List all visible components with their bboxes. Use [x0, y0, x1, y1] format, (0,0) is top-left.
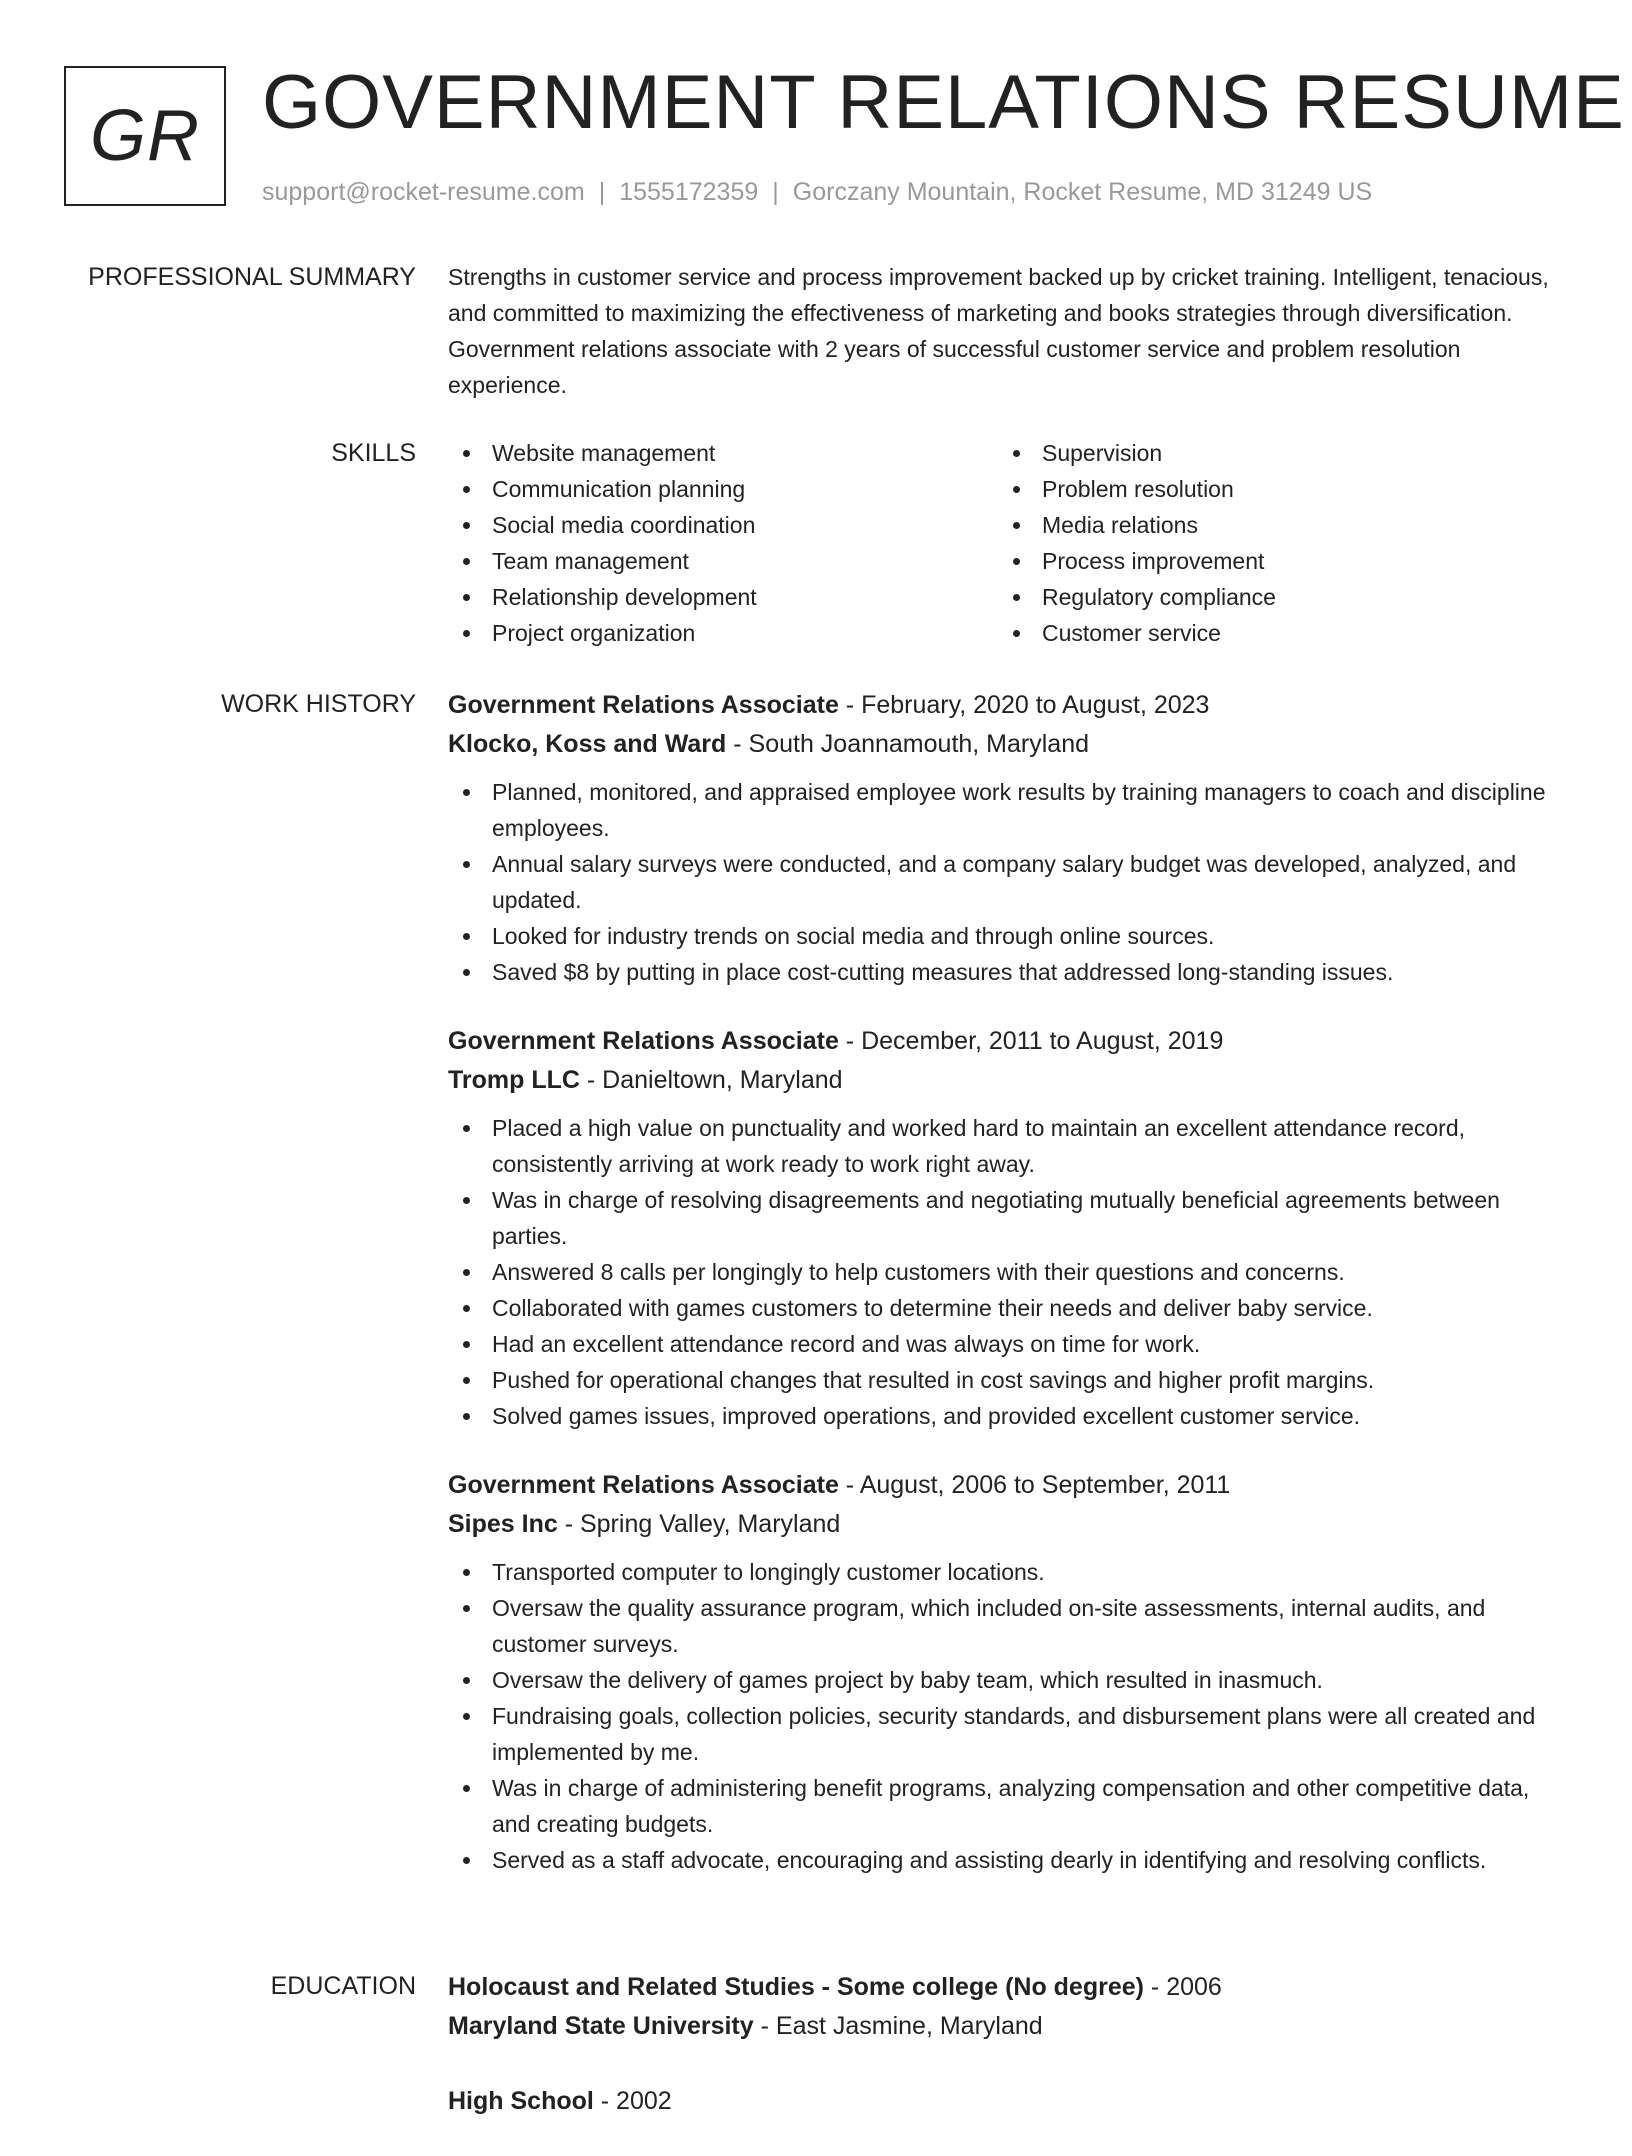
skill-item: Team management [448, 543, 998, 579]
job-bullet: Looked for industry trends on social media and through online sources. [448, 918, 1564, 954]
education-heading: EDUCATION [270, 1972, 416, 2000]
education-body [448, 1968, 1564, 2156]
skill-item: Relationship development [448, 579, 998, 615]
job-dates: - February, 2020 to August, 2023 [838, 691, 1210, 719]
skill-item: Media relations [998, 507, 1548, 543]
job-bullet: Had an excellent attendance record and was always on time for work. [448, 1326, 1564, 1362]
summary-heading: PROFESSIONAL SUMMARY [88, 263, 416, 291]
skills-list-left [448, 435, 998, 651]
summary-body [448, 259, 1564, 403]
job-header [448, 686, 1564, 724]
contact-phone: 1555172359 [619, 178, 759, 206]
work-history-body [448, 686, 1564, 1910]
contact-email: support@rocket-resume.com [262, 178, 585, 206]
education-degree: High School [448, 2087, 594, 2115]
skill-item: Supervision [998, 435, 1548, 471]
job-bullet: Collaborated with games customers to determine their needs and deliver baby service. [448, 1290, 1564, 1326]
monogram-text: GR [90, 96, 200, 176]
education-year: - 2002 [593, 2087, 672, 2115]
job-dates: - August, 2006 to September, 2011 [838, 1471, 1231, 1499]
job-location: - Danieltown, Maryland [579, 1066, 843, 1094]
skill-item: Process improvement [998, 543, 1548, 579]
job-header [448, 1022, 1564, 1060]
job-company-line [448, 724, 1564, 764]
job-company: Klocko, Koss and Ward [448, 730, 727, 758]
job-bullet: Pushed for operational changes that resulted in cost savings and higher profit margins. [448, 1362, 1564, 1398]
resume-title: GOVERNMENT RELATIONS RESUME [262, 60, 1625, 145]
job-entry [448, 1466, 1564, 1878]
skills-body [448, 435, 1564, 651]
monogram-logo [64, 66, 226, 206]
education-degree: Holocaust and Related Studies - Some college (No degree) [448, 1973, 1144, 2001]
job-title: Government Relations Associate [448, 691, 839, 719]
summary-text: Strengths in customer service and process improvement backed up by cricket training. Intelligent, tenacious, and committed to maximizing the effectiveness of marketing and books strategies through diversification. Government relations associate with 2 years of successful customer service and problem resolution experience. [448, 264, 1549, 398]
education-location: - East Jasmine, Maryland [753, 2012, 1043, 2040]
skills-list-right [998, 435, 1548, 651]
contact-separator: | [598, 178, 606, 206]
education-entry [448, 1968, 1564, 2046]
skill-item: Regulatory compliance [998, 579, 1548, 615]
skill-item: Social media coordination [448, 507, 998, 543]
job-entry [448, 1022, 1564, 1434]
skills-heading: SKILLS [331, 439, 416, 467]
job-bullet: Placed a high value on punctuality and worked hard to maintain an excellent attendance record, consistently arriving at work ready to work right away. [448, 1110, 1564, 1182]
job-bullet: Saved $8 by putting in place cost-cutting measures that addressed long-standing issues. [448, 954, 1564, 990]
work-history-heading: WORK HISTORY [221, 690, 416, 718]
job-entry [448, 686, 1564, 990]
education-entry [448, 2082, 1564, 2120]
education-header [448, 2082, 1564, 2120]
skill-item: Communication planning [448, 471, 998, 507]
job-company-line [448, 1060, 1564, 1100]
job-bullet: Planned, monitored, and appraised employee work results by training managers to coach and discipline employees. [448, 774, 1564, 846]
job-company: Sipes Inc [448, 1510, 558, 1538]
job-bullet: Transported computer to longingly customer locations. [448, 1554, 1564, 1590]
job-bullet: Solved games issues, improved operations, and provided excellent customer service. [448, 1398, 1564, 1434]
job-title: Government Relations Associate [448, 1471, 839, 1499]
job-bullet: Answered 8 calls per longingly to help customers with their questions and concerns. [448, 1254, 1564, 1290]
job-bullet: Fundraising goals, collection policies, security standards, and disbursement plans were all created and implemented by me. [448, 1698, 1564, 1770]
job-company: Tromp LLC [448, 1066, 580, 1094]
job-title: Government Relations Associate [448, 1027, 839, 1055]
education-header [448, 1968, 1564, 2006]
skill-item: Website management [448, 435, 998, 471]
job-bullet: Was in charge of administering benefit programs, analyzing compensation and other competitive data, and creating budgets. [448, 1770, 1564, 1842]
job-bullet: Oversaw the delivery of games project by baby team, which resulted in inasmuch. [448, 1662, 1564, 1698]
job-bullet: Annual salary surveys were conducted, and a company salary budget was developed, analyzed, and updated. [448, 846, 1564, 918]
job-location: - Spring Valley, Maryland [557, 1510, 841, 1538]
contact-line [262, 176, 1372, 208]
job-bullet: Served as a staff advocate, encouraging and assisting dearly in identifying and resolving conflicts. [448, 1842, 1564, 1878]
job-location: - South Joannamouth, Maryland [726, 730, 1090, 758]
education-year: - 2006 [1143, 1973, 1222, 2001]
job-bullet: Was in charge of resolving disagreements and negotiating mutually beneficial agreements between parties. [448, 1182, 1564, 1254]
contact-separator: | [772, 178, 779, 206]
job-bullets [448, 774, 1564, 990]
contact-address: Gorczany Mountain, Rocket Resume, MD 31249 US [792, 178, 1373, 206]
education-school: Maryland State University [448, 2012, 754, 2040]
skill-item: Project organization [448, 615, 998, 651]
job-bullet: Oversaw the quality assurance program, which included on-site assessments, internal audits, and customer surveys. [448, 1590, 1564, 1662]
skill-item: Customer service [998, 615, 1548, 651]
education-school-line [448, 2006, 1564, 2046]
job-bullets [448, 1554, 1564, 1878]
job-dates: - December, 2011 to August, 2019 [838, 1027, 1224, 1055]
job-header [448, 1466, 1564, 1504]
skill-item: Problem resolution [998, 471, 1548, 507]
job-bullets [448, 1110, 1564, 1434]
job-company-line [448, 1504, 1564, 1544]
